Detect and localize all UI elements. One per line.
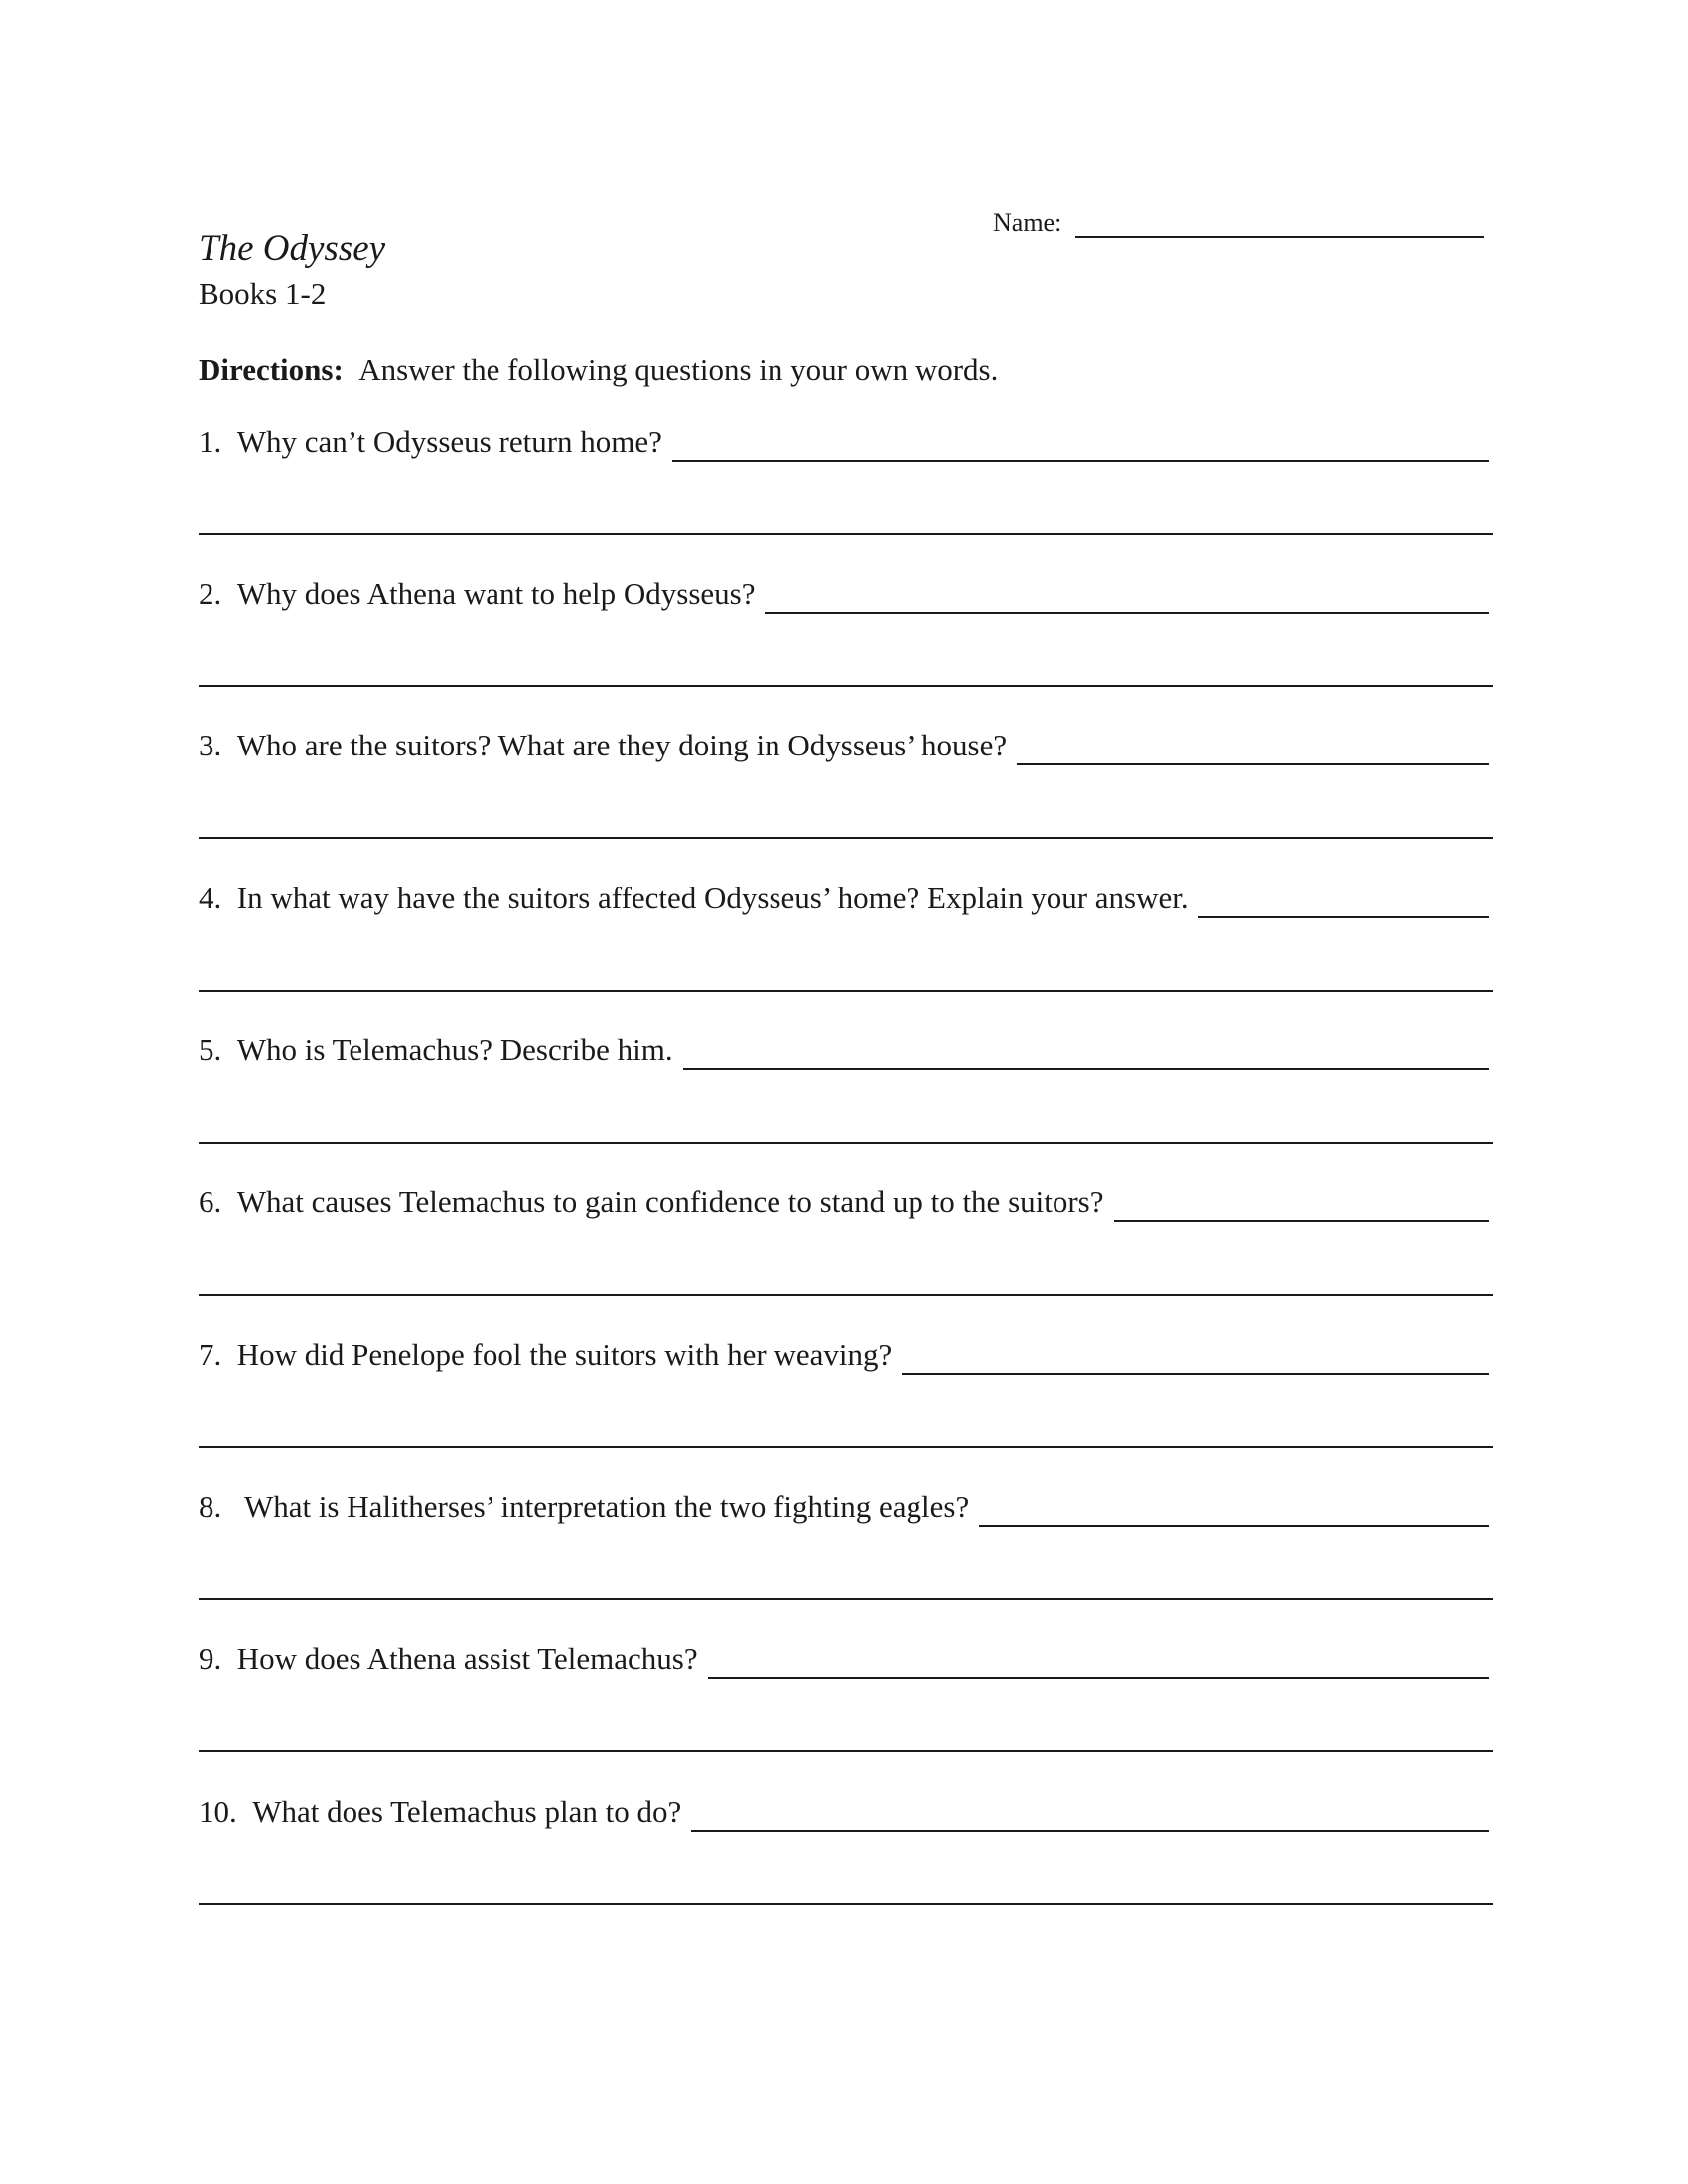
question-text: 8. What is Halitherses’ interpretation the two fighting eagles? bbox=[199, 1489, 970, 1524]
question-4 bbox=[199, 879, 1489, 918]
question-6 bbox=[199, 1182, 1489, 1222]
answer-line[interactable] bbox=[199, 1142, 1493, 1144]
answer-line[interactable] bbox=[199, 1903, 1493, 1905]
answer-line-inline[interactable] bbox=[672, 430, 1489, 462]
question-text: 6. What causes Telemachus to gain confidence to stand up to the suitors? bbox=[199, 1184, 1104, 1219]
name-label: Name: bbox=[993, 208, 1062, 237]
question-7 bbox=[199, 1335, 1489, 1375]
answer-line-inline[interactable] bbox=[765, 582, 1489, 614]
answer-line[interactable] bbox=[199, 685, 1493, 687]
directions-text: Answer the following questions in your own words. bbox=[358, 352, 999, 387]
question-8 bbox=[199, 1487, 1489, 1527]
question-text: 3. Who are the suitors? What are they doing in Odysseus’ house? bbox=[199, 728, 1008, 762]
answer-line-inline[interactable] bbox=[1114, 1190, 1489, 1222]
answer-line-inline[interactable] bbox=[1198, 887, 1489, 918]
question-text: 2. Why does Athena want to help Odysseus? bbox=[199, 576, 756, 611]
name-input-line[interactable] bbox=[1075, 208, 1484, 238]
question-text: 5. Who is Telemachus? Describe him. bbox=[199, 1032, 673, 1067]
answer-line-inline[interactable] bbox=[691, 1800, 1489, 1832]
answer-line[interactable] bbox=[199, 1598, 1493, 1600]
question-text: 4. In what way have the suitors affected Odysseus’ home? Explain your answer. bbox=[199, 881, 1189, 915]
question-text: 7. How did Penelope fool the suitors with her weaving? bbox=[199, 1337, 893, 1372]
question-text: 10. What does Telemachus plan to do? bbox=[199, 1794, 682, 1829]
answer-line-inline[interactable] bbox=[979, 1495, 1489, 1527]
question-9 bbox=[199, 1639, 1489, 1679]
answer-line-inline[interactable] bbox=[902, 1343, 1489, 1375]
question-1 bbox=[199, 422, 1489, 462]
question-3 bbox=[199, 726, 1489, 765]
name-field-row bbox=[993, 199, 1484, 238]
question-text: 9. How does Athena assist Telemachus? bbox=[199, 1641, 698, 1676]
question-text: 1. Why can’t Odysseus return home? bbox=[199, 424, 662, 459]
directions bbox=[199, 350, 998, 390]
worksheet-title: The Odyssey bbox=[199, 228, 386, 269]
answer-line-inline[interactable] bbox=[1017, 734, 1489, 765]
worksheet-subtitle: Books 1-2 bbox=[199, 276, 327, 311]
answer-line-inline[interactable] bbox=[683, 1038, 1489, 1070]
answer-line[interactable] bbox=[199, 1294, 1493, 1296]
answer-line[interactable] bbox=[199, 533, 1493, 535]
question-2 bbox=[199, 574, 1489, 614]
answer-line[interactable] bbox=[199, 1446, 1493, 1448]
question-10 bbox=[199, 1792, 1489, 1832]
answer-line[interactable] bbox=[199, 837, 1493, 839]
question-5 bbox=[199, 1030, 1489, 1070]
directions-label: Directions: bbox=[199, 352, 344, 387]
answer-line[interactable] bbox=[199, 1750, 1493, 1752]
answer-line[interactable] bbox=[199, 990, 1493, 992]
answer-line-inline[interactable] bbox=[708, 1647, 1489, 1679]
